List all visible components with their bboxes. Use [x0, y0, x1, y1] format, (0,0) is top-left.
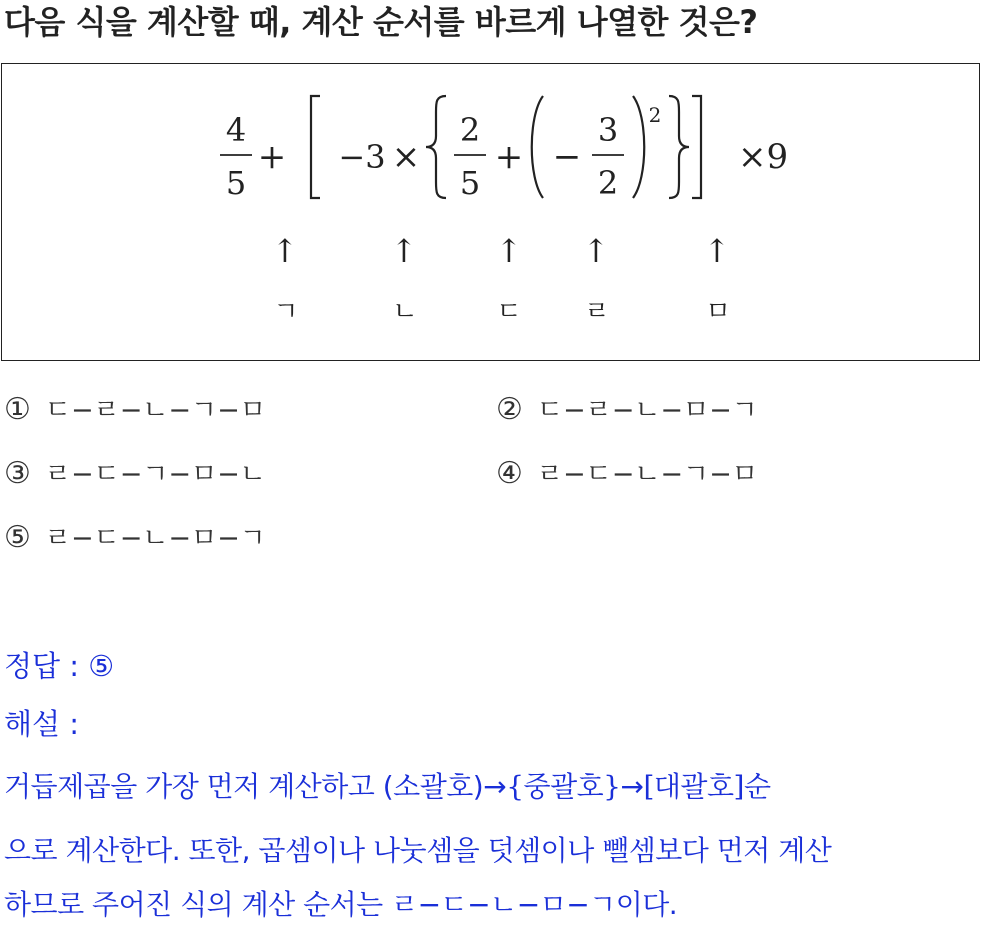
choice-1[interactable]: [4, 390, 266, 431]
marker-mieum: ㅁ: [705, 297, 731, 327]
arrow-4: ↑: [582, 232, 610, 270]
explanation-line-2: 으로 계산한다. 또한, 곱셈이나 나눗셈을 덧셈이나 뺄셈보다 먼저 계산: [4, 834, 832, 867]
left-curly-brace: [426, 96, 446, 198]
right-square-bracket: [692, 96, 701, 198]
left-paren: [532, 96, 543, 198]
choice-5-text: ㄹ−ㄷ−ㄴ−ㅁ−ㄱ: [44, 523, 266, 554]
frac1-numerator: 4: [225, 111, 247, 149]
frac2-numerator: 2: [459, 111, 481, 149]
choice-1-text: ㄷ−ㄹ−ㄴ−ㄱ−ㅁ: [44, 395, 266, 426]
marker-giyeok: ㄱ: [273, 297, 299, 327]
frac1-denominator: 5: [225, 164, 247, 202]
marker-rieul: ㄹ: [584, 297, 610, 327]
plus-sign-2: +: [494, 137, 524, 177]
left-square-bracket: [311, 96, 320, 198]
arrow-5: ↑: [703, 232, 731, 270]
times-nine: ×9: [738, 137, 789, 177]
explanation-square-brackets: [대괄호]: [643, 770, 744, 803]
explanation-line-1-text: 거듭제곱을 가장 먼저 계산하고 (소괄호): [4, 770, 484, 803]
minus-sign: −: [552, 137, 582, 177]
choice-4-text: ㄹ−ㄷ−ㄴ−ㄱ−ㅁ: [536, 459, 758, 490]
right-curly-brace: [669, 96, 689, 198]
choice-3-number: ③: [4, 456, 31, 491]
question-text: 다음 식을 계산할 때, 계산 순서를 바르게 나열한 것은?: [4, 3, 758, 41]
plus-sign-1: +: [257, 137, 287, 177]
choice-5[interactable]: [4, 518, 266, 559]
answer-label: 정답 :: [4, 649, 80, 683]
choice-3-text: ㄹ−ㄷ−ㄱ−ㅁ−ㄴ: [44, 459, 266, 490]
choice-2[interactable]: [496, 390, 758, 431]
frac3-numerator: 3: [597, 111, 619, 149]
explanation-line-1-tail: 순: [743, 770, 771, 803]
frac3-denominator: 2: [597, 164, 619, 202]
times-sign-1: ×: [391, 137, 421, 177]
choice-2-number: ②: [496, 392, 523, 427]
exponent: 2: [648, 103, 662, 127]
explanation-arrow-2: →: [620, 770, 644, 803]
choice-4-number: ④: [496, 456, 523, 491]
explanation-label: 해설 :: [4, 707, 80, 741]
answer-value: ⑤: [88, 649, 115, 683]
explanation-line-3: 하므로 주어진 식의 계산 순서는 ㄹ−ㄷ−ㄴ−ㅁ−ㄱ이다.: [4, 888, 678, 921]
choice-5-number: ⑤: [4, 520, 31, 555]
arrow-2: ↑: [390, 232, 418, 270]
explanation-line-1: [4, 765, 771, 809]
choice-1-number: ①: [4, 392, 31, 427]
expression-figure: [2, 64, 981, 362]
answer-line: [4, 644, 114, 688]
choice-2-text: ㄷ−ㄹ−ㄴ−ㅁ−ㄱ: [536, 395, 758, 426]
marker-digeut: ㄷ: [496, 297, 522, 327]
explanation-curly-braces: {중괄호}: [506, 770, 621, 803]
arrow-1: ↑: [271, 232, 299, 270]
expression-box: [1, 63, 980, 361]
frac2-denominator: 5: [459, 164, 481, 202]
explanation-arrow-1: →: [483, 770, 507, 803]
right-paren: [633, 96, 644, 198]
marker-nieun: ㄴ: [392, 297, 418, 327]
arrow-3: ↑: [495, 232, 523, 270]
choice-4[interactable]: [496, 454, 758, 495]
negative-three: −3: [338, 138, 386, 176]
choice-3[interactable]: [4, 454, 266, 495]
